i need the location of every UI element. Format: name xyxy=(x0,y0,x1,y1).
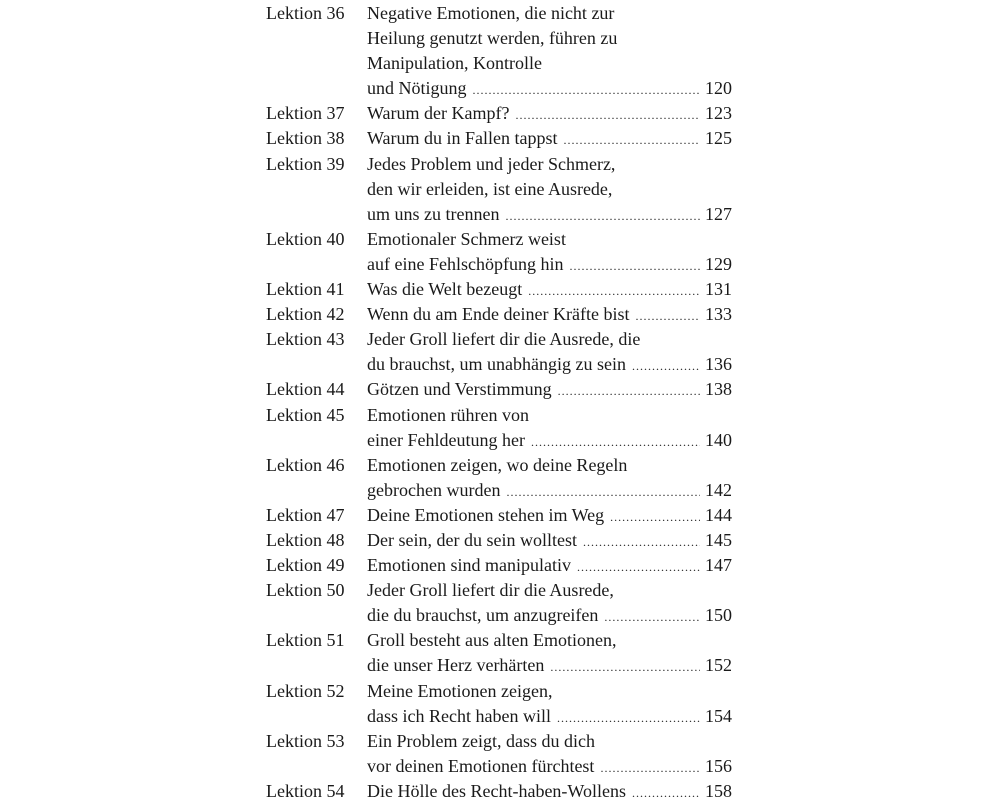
dot-leader xyxy=(505,204,700,229)
lesson-title-final-line xyxy=(367,252,732,277)
lesson-title-line: und Nötigung xyxy=(367,78,467,99)
lesson-title-final-line xyxy=(367,478,732,503)
lesson-label: Lektion 44 xyxy=(266,379,345,400)
page-number: 154 xyxy=(705,705,732,726)
lesson-title-line: Meine Emotionen zeigen, xyxy=(367,680,553,701)
lesson-title-line: einer Fehldeutung her xyxy=(367,429,525,450)
lesson-title-line: gebrochen wurden xyxy=(367,479,501,500)
dot-leader xyxy=(632,354,700,379)
lesson-title-line: du brauchst, um unabhängig zu sein xyxy=(367,354,626,375)
lesson-label: Lektion 40 xyxy=(266,228,345,249)
lesson-title-final-line xyxy=(367,704,732,729)
lesson-title-final-line xyxy=(367,553,732,578)
page-number: 150 xyxy=(705,605,732,626)
dot-leader xyxy=(604,605,700,630)
dot-leader xyxy=(577,555,700,580)
lesson-title-final-line xyxy=(367,352,732,377)
lesson-label: Lektion 37 xyxy=(266,103,345,124)
lesson-title-final-line xyxy=(367,754,732,779)
lesson-title-final-line xyxy=(367,302,732,327)
lesson-label: Lektion 54 xyxy=(266,780,345,801)
dot-leader xyxy=(600,756,700,781)
table-of-contents xyxy=(266,1,732,804)
lesson-label: Lektion 41 xyxy=(266,279,345,300)
lesson-title-final-line xyxy=(367,377,732,402)
dot-leader xyxy=(558,379,700,404)
lesson-title xyxy=(367,503,732,528)
lesson-label: Lektion 46 xyxy=(266,454,345,475)
dot-leader xyxy=(550,655,700,680)
toc-entry xyxy=(266,453,732,503)
page-number: 158 xyxy=(705,780,732,801)
lesson-title-line: Was die Welt bezeugt xyxy=(367,279,523,300)
lesson-label: Lektion 38 xyxy=(266,128,345,149)
lesson-title-line: Der sein, der du sein wolltest xyxy=(367,529,577,550)
lesson-title-line: Die Hölle des Recht-haben-Wollens xyxy=(367,780,626,801)
dot-leader xyxy=(569,254,700,279)
lesson-label: Lektion 50 xyxy=(266,580,345,601)
lesson-title-final-line xyxy=(367,779,732,804)
page-number: 125 xyxy=(705,128,732,149)
lesson-title-final-line xyxy=(367,202,732,227)
lesson-title-line: Groll besteht aus alten Emotionen, xyxy=(367,630,617,651)
lesson-label: Lektion 42 xyxy=(266,304,345,325)
dot-leader xyxy=(473,78,700,103)
lesson-title-line: Götzen und Verstimmung xyxy=(367,379,552,400)
page-number: 156 xyxy=(705,755,732,776)
toc-entry xyxy=(266,628,732,678)
dot-leader xyxy=(531,430,700,455)
dot-leader xyxy=(506,480,700,505)
lesson-label: Lektion 39 xyxy=(266,153,345,174)
lesson-title xyxy=(367,327,732,377)
toc-entry xyxy=(266,227,732,277)
lesson-title-line: Negative Emotionen, die nicht zur xyxy=(367,3,615,23)
toc-entry xyxy=(266,729,732,779)
lesson-title xyxy=(367,528,732,553)
lesson-title-line: die du brauchst, um anzugreifen xyxy=(367,605,599,626)
dot-leader xyxy=(583,530,700,555)
dot-leader xyxy=(528,279,700,304)
dot-leader xyxy=(564,128,700,153)
toc-entry xyxy=(266,1,732,101)
lesson-title xyxy=(367,403,732,453)
page-number: 133 xyxy=(705,304,732,325)
lesson-title-line: vor deinen Emotionen fürchtest xyxy=(367,755,595,776)
page-number: 138 xyxy=(705,379,732,400)
lesson-label: Lektion 47 xyxy=(266,504,345,525)
lesson-title-line: Jeder Groll liefert dir die Ausrede, xyxy=(367,580,614,601)
page-number: 147 xyxy=(705,555,732,576)
toc-entry xyxy=(266,578,732,628)
page-number: 142 xyxy=(705,479,732,500)
toc-entry xyxy=(266,528,732,553)
lesson-title-line: um uns zu trennen xyxy=(367,203,500,224)
toc-entry xyxy=(266,503,732,528)
lesson-title-line: Emotionen zeigen, wo deine Regeln xyxy=(367,454,628,475)
lesson-title-line: Emotionen sind manipulativ xyxy=(367,555,571,576)
lesson-label: Lektion 45 xyxy=(266,404,345,425)
toc-entry xyxy=(266,679,732,729)
lesson-label: Lektion 52 xyxy=(266,680,345,701)
lesson-title xyxy=(367,578,732,628)
lesson-title-line: den wir erleiden, ist eine Ausrede, xyxy=(367,178,613,199)
lesson-title xyxy=(367,302,732,327)
dot-leader xyxy=(635,304,700,329)
lesson-title xyxy=(367,377,732,402)
lesson-title-final-line xyxy=(367,277,732,302)
toc-entry xyxy=(266,302,732,327)
lesson-title xyxy=(367,152,732,227)
lesson-title-line: Jeder Groll liefert dir die Ausrede, die xyxy=(367,329,641,350)
dot-leader xyxy=(632,781,700,806)
lesson-title-final-line xyxy=(367,653,732,678)
lesson-title-final-line xyxy=(367,603,732,628)
lesson-title xyxy=(367,553,732,578)
lesson-title-final-line xyxy=(367,126,732,151)
lesson-title xyxy=(367,453,732,503)
lesson-label: Lektion 36 xyxy=(266,3,345,23)
page-number: 129 xyxy=(705,253,732,274)
lesson-title-line: Wenn du am Ende deiner Kräfte bist xyxy=(367,304,630,325)
lesson-title xyxy=(367,729,732,779)
page-number: 127 xyxy=(705,203,732,224)
page-number: 145 xyxy=(705,529,732,550)
page-number: 144 xyxy=(705,504,732,525)
toc-entry xyxy=(266,377,732,402)
lesson-title-line: dass ich Recht haben will xyxy=(367,705,551,726)
lesson-title xyxy=(367,126,732,151)
page-number: 152 xyxy=(705,655,732,676)
lesson-title-final-line xyxy=(367,528,732,553)
lesson-title-line: Warum der Kampf? xyxy=(367,103,510,124)
lesson-label: Lektion 51 xyxy=(266,630,345,651)
lesson-title xyxy=(367,227,732,277)
dot-leader xyxy=(610,505,700,530)
lesson-title-line: Heilung genutzt werden, führen zu xyxy=(367,28,618,49)
lesson-title xyxy=(367,101,732,126)
lesson-title-line: Manipulation, Kontrolle xyxy=(367,53,542,74)
lesson-label: Lektion 49 xyxy=(266,555,345,576)
lesson-title-line: Warum du in Fallen tappst xyxy=(367,128,558,149)
lesson-title-line: Emotionen rühren von xyxy=(367,404,529,425)
lesson-title-final-line xyxy=(367,428,732,453)
lesson-title xyxy=(367,628,732,678)
toc-entry xyxy=(266,403,732,453)
toc-entry xyxy=(266,277,732,302)
lesson-title-line: Ein Problem zeigt, dass du dich xyxy=(367,730,595,751)
toc-entry xyxy=(266,553,732,578)
lesson-title xyxy=(367,1,732,101)
toc-entry xyxy=(266,126,732,151)
lesson-title xyxy=(367,277,732,302)
lesson-title xyxy=(367,679,732,729)
lesson-title xyxy=(367,779,732,804)
toc-entry xyxy=(266,152,732,227)
page-number: 123 xyxy=(705,103,732,124)
toc-entry xyxy=(266,327,732,377)
lesson-title-line: auf eine Fehlschöpfung hin xyxy=(367,253,564,274)
lesson-label: Lektion 43 xyxy=(266,329,345,350)
lesson-title-line: Emotionaler Schmerz weist xyxy=(367,228,566,249)
page-number: 131 xyxy=(705,279,732,300)
dot-leader xyxy=(516,103,701,128)
toc-entry xyxy=(266,779,732,804)
page-number: 140 xyxy=(705,429,732,450)
lesson-title-line: Deine Emotionen stehen im Weg xyxy=(367,504,605,525)
lesson-title-final-line xyxy=(367,76,732,101)
dot-leader xyxy=(557,706,700,731)
lesson-title-final-line xyxy=(367,101,732,126)
lesson-label: Lektion 53 xyxy=(266,730,345,751)
lesson-title-line: Jedes Problem und jeder Schmerz, xyxy=(367,153,616,174)
lesson-label: Lektion 48 xyxy=(266,529,345,550)
lesson-title-final-line xyxy=(367,503,732,528)
toc-entry xyxy=(266,101,732,126)
page-number: 120 xyxy=(705,78,732,99)
lesson-title-line: die unser Herz verhärten xyxy=(367,655,545,676)
page-number: 136 xyxy=(705,354,732,375)
